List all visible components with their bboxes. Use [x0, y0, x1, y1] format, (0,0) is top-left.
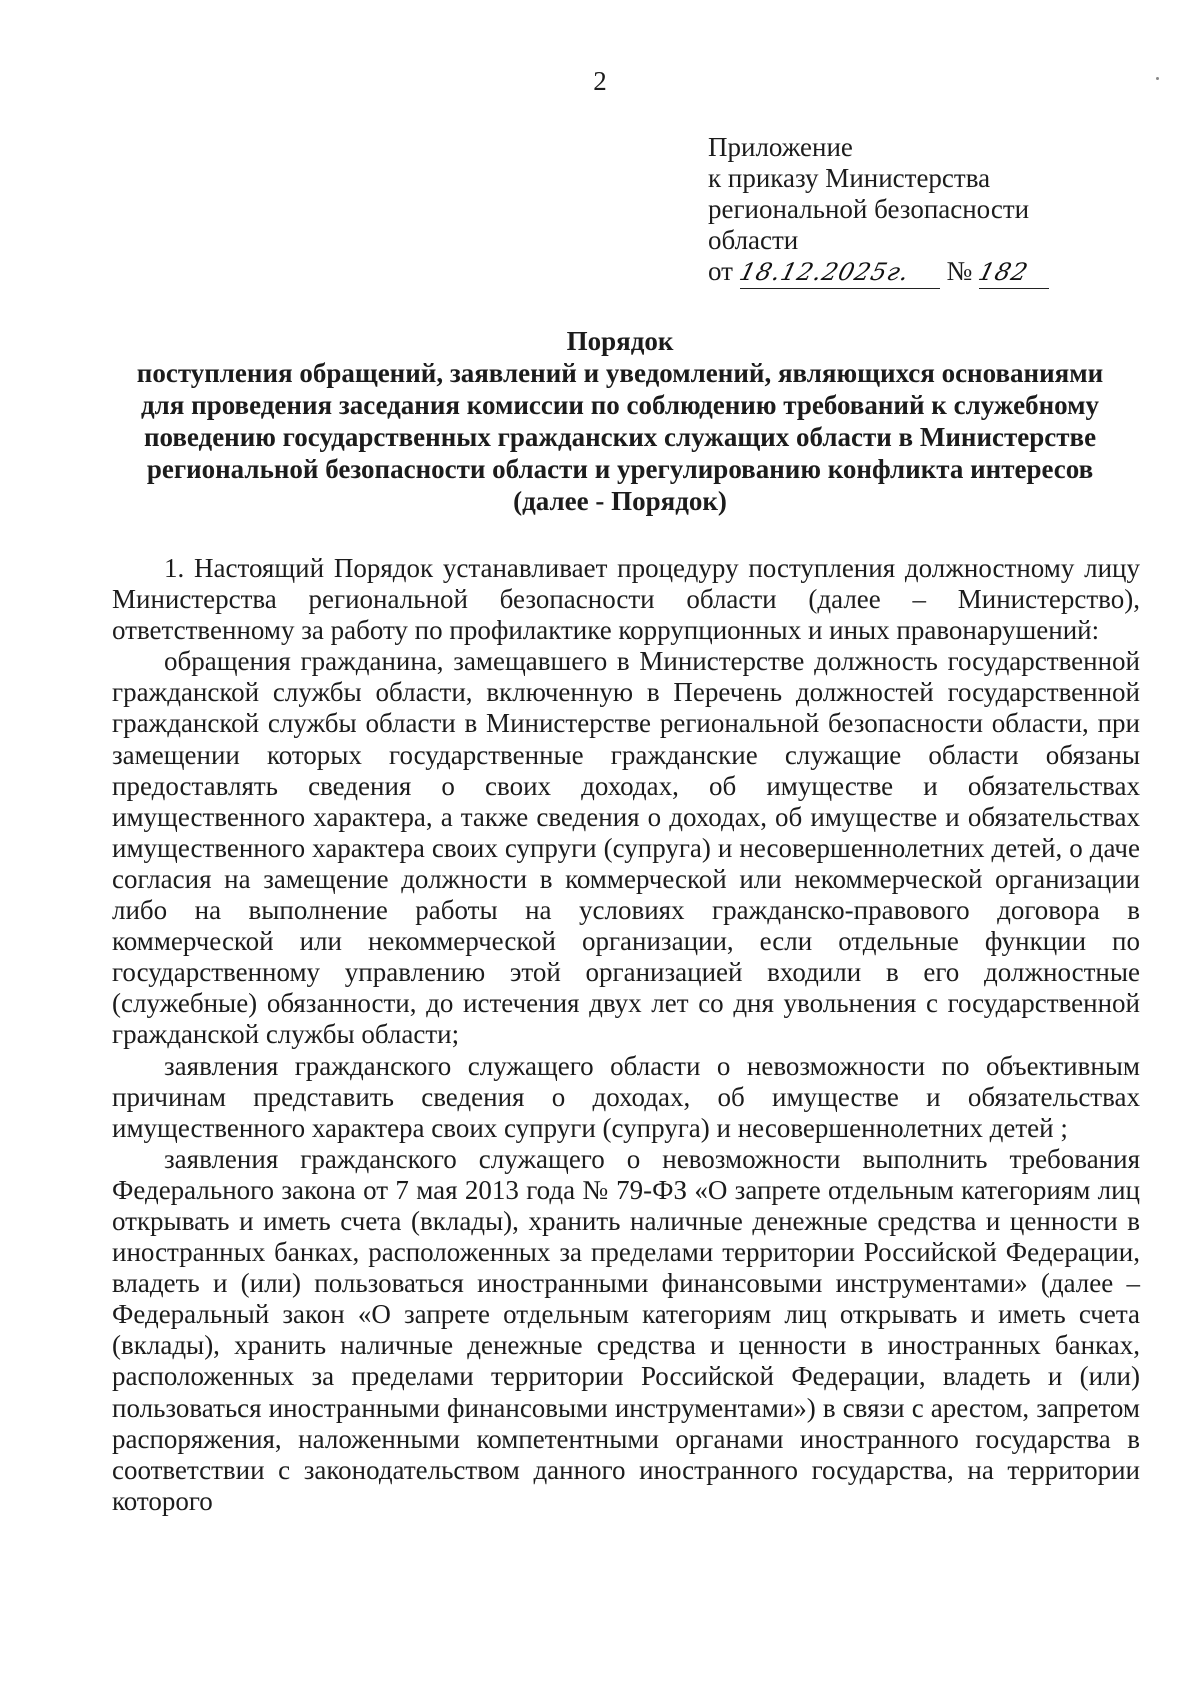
- date-handwritten: 18.12.2025г.: [736, 258, 913, 286]
- document-title: [100, 325, 1140, 517]
- appendix-block: [708, 132, 1049, 289]
- appendix-line-3: региональной безопасности: [708, 194, 1030, 224]
- title-line-5: (далее - Порядок): [513, 486, 727, 516]
- paragraph-3: заявления гражданского служащего области о невозможности по объективным причинам представить сведения о доходах, об имуществе и обязательствах имущественного характера своих супруги (супруга) и несовершеннолетних детей ;: [112, 1050, 1140, 1143]
- date-field: [736, 256, 940, 289]
- appendix-line-1: Приложение: [708, 132, 853, 162]
- paragraph-4: заявления гражданского служащего о невозможности выполнить требования Федерального закона от 7 мая 2013 года № 79-ФЗ «О запрете отдельным категориям лиц открывать и иметь счета (вклады), хранить наличные денежные средства и ценности в иностранных банках, расположенных за пределами территории Российской Федерации, владеть и (или) пользоваться иностранными финансовыми инструментами» (далее – Федеральный закон «О запрете отдельным категориям лиц открывать и иметь счета (вклады), хранить наличные денежные средства и ценности в иностранных банках, расположенных за пределами территории Российской Федерации, владеть и (или) пользоваться иностранными финансовыми инструментами») в связи с арестом, запретом распоряжения, наложенными компетентными органами иностранного государства в соответствии с законодательством данного иностранного государства, на территории которого: [112, 1143, 1140, 1516]
- number-handwritten: 182: [975, 258, 1032, 286]
- paragraph-2: обращения гражданина, замещавшего в Министерстве должность государственной гражданской службы области, включенную в Перечень должностей государственной гражданской службы области в Министерстве региональной безопасности области, при замещении которых государственные гражданские служащие области обязаны предоставлять сведения о своих доходах, об имуществе и обязательствах имущественного характера, а также сведения о доходах, об имуществе и обязательствах имущественного характера своих супруги (супруга) и несовершеннолетних детей, о даче согласия на замещение должности в коммерческой или некоммерческой организации либо на выполнение работы на условиях гражданско-правового договора в коммерческой или некоммерческой организации, если отдельные функции по государственному управлению этой организацией входили в его должностные (служебные) обязанности, до истечения двух лет со дня увольнения с государственной гражданской службы области;: [112, 646, 1140, 1050]
- date-prefix: от: [708, 256, 733, 286]
- page-number: 2: [593, 66, 607, 96]
- paragraph-1: 1. Настоящий Порядок устанавливает процедуру поступления должностному лицу Министерства региональной безопасности области (далее – Министерство), ответственному за работу по профилактике коррупционных и иных правонарушений:: [112, 553, 1140, 646]
- title-line-1: поступления обращений, заявлений и уведомлений, являющихся основаниями: [136, 358, 1104, 388]
- title-line-4: региональной безопасности области и урегулированию конфликта интересов: [146, 454, 1094, 484]
- number-prefix: №: [946, 256, 973, 286]
- document-body: [112, 553, 1140, 1517]
- number-field: [975, 256, 1049, 289]
- appendix-date-line: [708, 256, 1049, 289]
- title-line-3: поведению государственных гражданских служащих области в Министерстве: [143, 422, 1097, 452]
- title-line-2: для проведения заседания комиссии по соблюдению требований к служебному: [140, 390, 1100, 420]
- title-heading: Порядок: [566, 326, 674, 356]
- appendix-line-4: области: [708, 225, 799, 255]
- appendix-line-2: к приказу Министерства: [708, 163, 991, 193]
